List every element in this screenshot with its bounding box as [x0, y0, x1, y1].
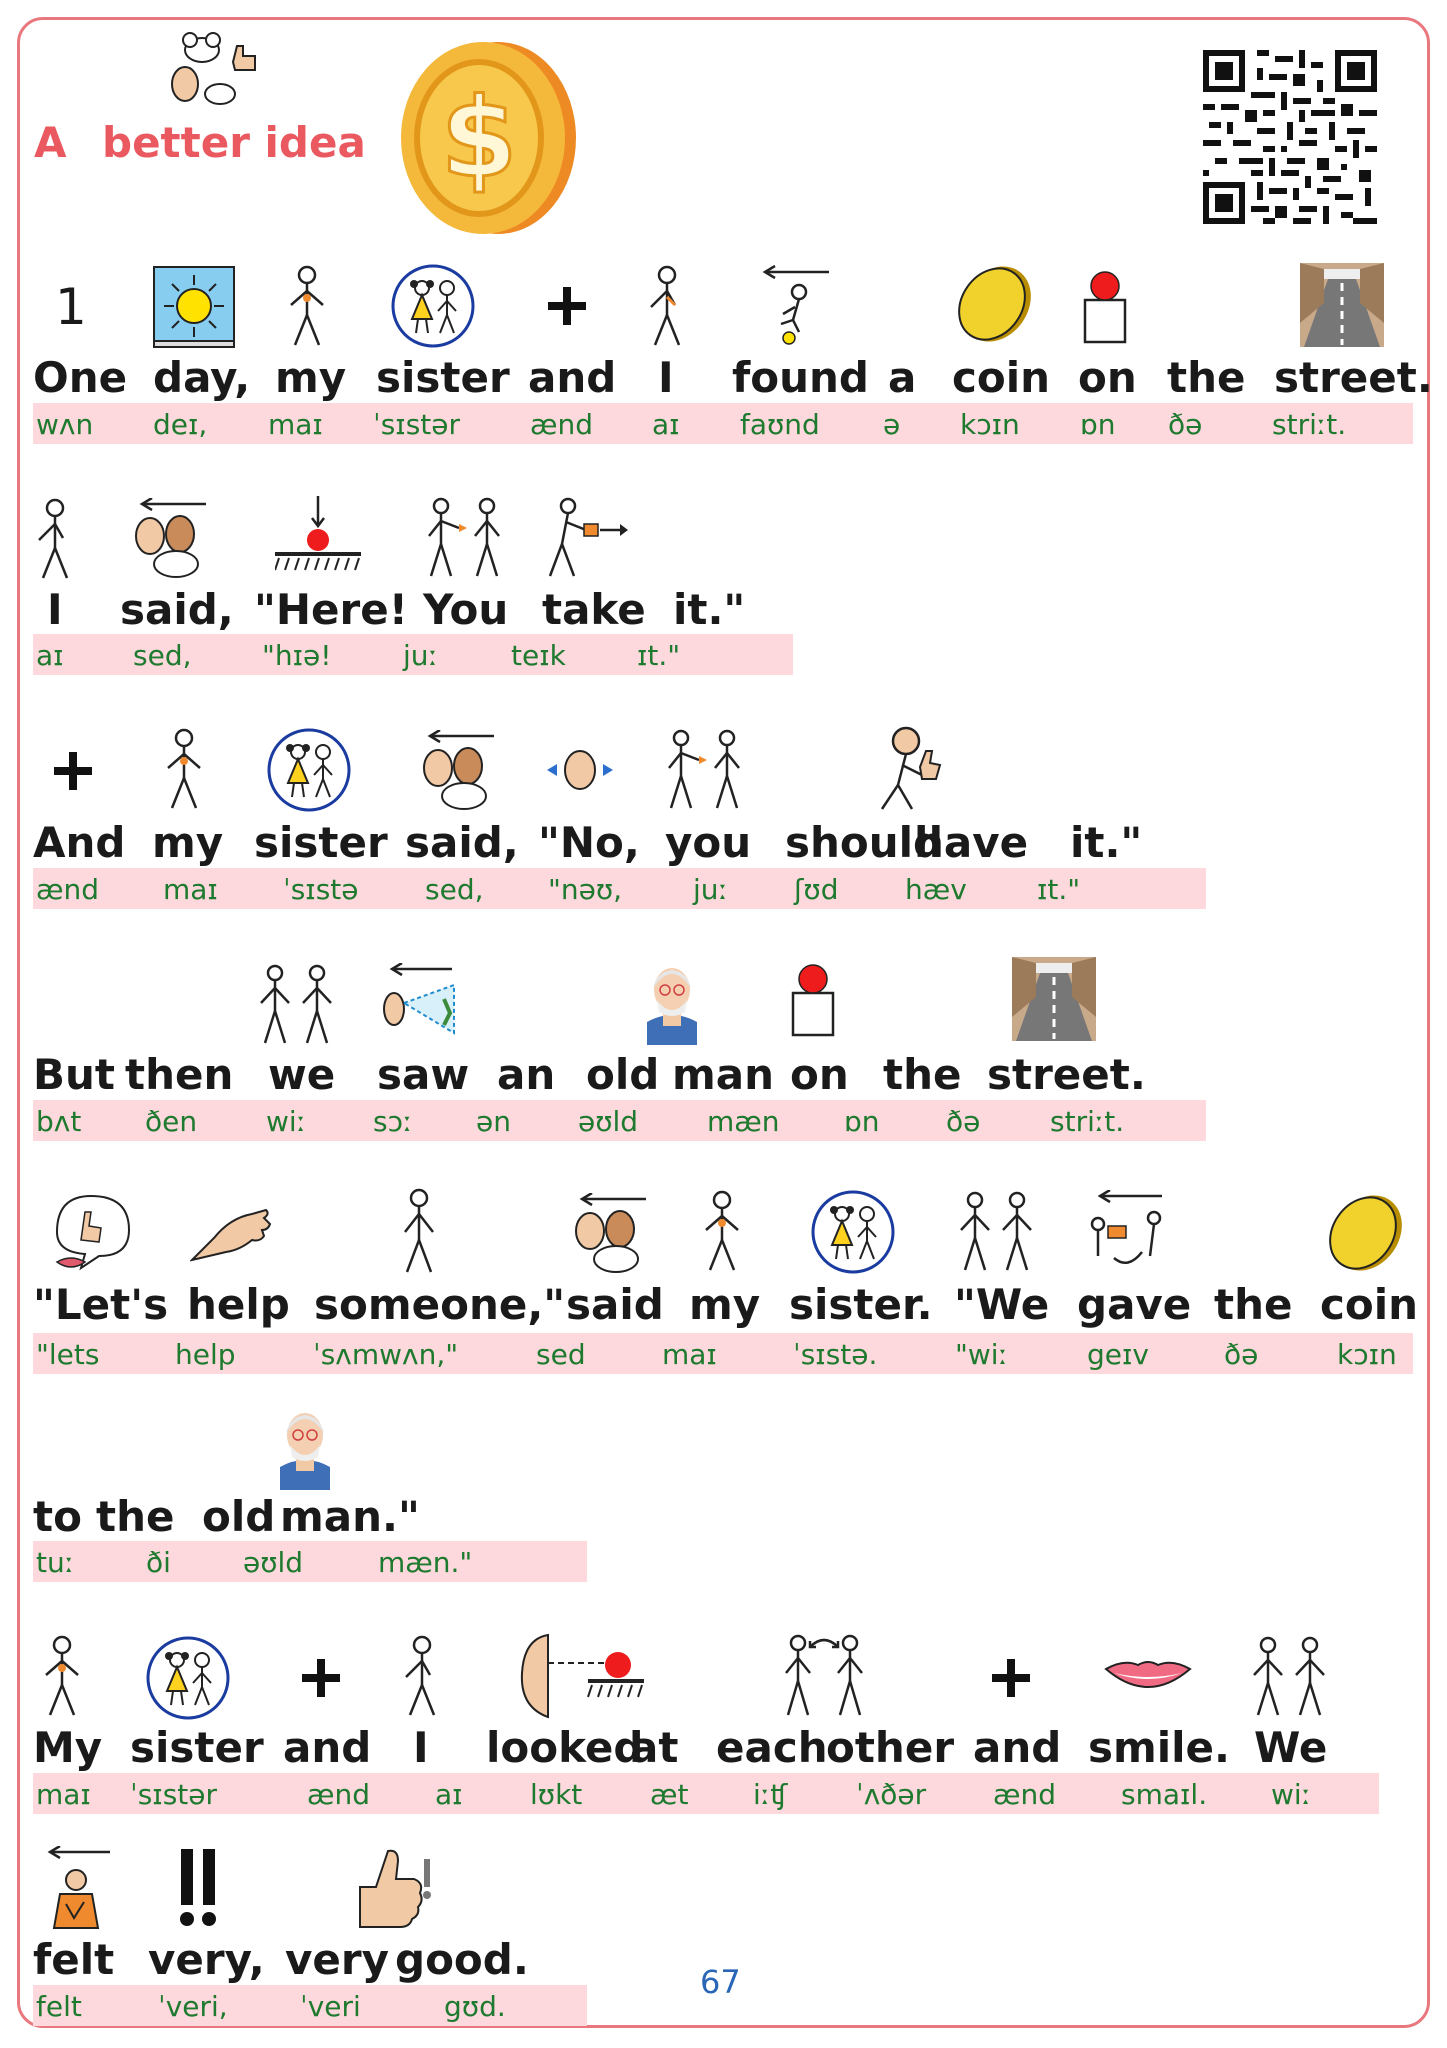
said-icon	[570, 1193, 648, 1275]
word: I	[47, 585, 63, 634]
ipa-text: aɪ	[36, 639, 64, 672]
ipa-text: teɪk	[511, 639, 566, 672]
ipa-text: ænd	[993, 1778, 1057, 1811]
word: take	[542, 585, 646, 634]
street-icon	[1300, 263, 1384, 347]
ipa-text: aɪ	[652, 408, 680, 441]
word: we	[268, 1050, 336, 1099]
ipa-text: "hɪə!	[262, 639, 332, 672]
ipa-text: ænd	[36, 873, 100, 906]
word: I	[658, 353, 674, 402]
word: street.	[1274, 353, 1433, 402]
word: on	[1078, 353, 1137, 402]
ipa-text: maɪ	[163, 873, 218, 906]
on-icon	[1082, 270, 1128, 346]
sun-icon	[152, 265, 236, 349]
ipa-text: bʌt	[36, 1105, 82, 1138]
gold-coin-dollar-icon	[383, 38, 583, 238]
ipa-text: ˈsɪstər	[373, 408, 460, 441]
take-icon	[548, 496, 628, 581]
ipa-text: əʊld	[243, 1546, 304, 1579]
ipa-text: ə	[883, 408, 901, 441]
ipa-text: ən	[476, 1105, 511, 1138]
you-icon	[665, 728, 745, 813]
old-man-icon	[270, 1405, 340, 1490]
ipa-text: ɒn	[844, 1105, 880, 1138]
ipa-text: kɔɪn	[1337, 1338, 1397, 1371]
svg-text:$: $	[440, 74, 518, 202]
page-number: 67	[700, 1963, 741, 2001]
word: my	[689, 1280, 761, 1329]
on-icon	[790, 963, 836, 1039]
ipa-text: felt	[36, 1990, 82, 2023]
person-my-icon	[700, 1190, 744, 1275]
word: old	[202, 1492, 276, 1541]
word: My	[33, 1723, 103, 1772]
ipa-text: ˈveri	[300, 1990, 361, 2023]
ipa-text: ˈsɪstə.	[793, 1338, 878, 1371]
coin-icon	[1325, 1192, 1405, 1274]
ipa-bar	[33, 1333, 1413, 1374]
word: and	[973, 1723, 1062, 1772]
word: the	[96, 1492, 175, 1541]
ipa-text: tuː	[36, 1546, 75, 1579]
plus-icon	[546, 285, 588, 327]
word: my	[152, 818, 224, 867]
word: sister	[376, 353, 510, 402]
ipa-text: sed,	[133, 639, 192, 672]
ipa-text: ˈsʌmwʌn,"	[313, 1338, 459, 1371]
ipa-text: əʊld	[578, 1105, 639, 1138]
word: I	[413, 1723, 429, 1772]
here-icon	[275, 496, 361, 578]
word: saw	[377, 1050, 470, 1099]
we-icon	[1248, 1635, 1332, 1720]
ipa-text: sɔː	[373, 1105, 413, 1138]
ipa-text: maɪ	[36, 1778, 91, 1811]
word: gave	[1077, 1280, 1192, 1329]
word: coin	[1320, 1280, 1419, 1329]
ipa-text: ðə	[946, 1105, 981, 1138]
word: should	[785, 818, 944, 867]
word: on	[790, 1050, 849, 1099]
ipa-text: ˈsɪstər	[130, 1778, 217, 1811]
ipa-bar	[33, 1541, 587, 1582]
saw-icon	[380, 963, 462, 1035]
no-icon	[545, 745, 615, 795]
ipa-text: ɪt."	[637, 639, 681, 672]
sister-icon	[145, 1635, 231, 1721]
word: sister.	[789, 1280, 933, 1329]
plus-icon	[300, 1657, 342, 1699]
coin-icon	[954, 263, 1034, 345]
ipa-text: hæv	[905, 873, 967, 906]
ipa-text: "nəʊ,	[548, 873, 623, 906]
ipa-text: kɔɪn	[960, 408, 1020, 441]
word: you	[665, 818, 752, 867]
ipa-text: ðen	[145, 1105, 198, 1138]
ipa-text: faʊnd	[740, 408, 820, 441]
ipa-text: ðə	[1224, 1338, 1259, 1371]
word: an	[497, 1050, 556, 1099]
word: the	[883, 1050, 962, 1099]
ipa-text: mæn."	[378, 1546, 473, 1579]
ipa-text: maɪ	[268, 408, 323, 441]
word: said,	[405, 818, 519, 867]
ipa-text: ænd	[307, 1778, 371, 1811]
lets-icon	[47, 1192, 135, 1274]
word: looked	[486, 1723, 644, 1772]
ipa-text: striːt.	[1050, 1105, 1125, 1138]
ipa-text: æt	[650, 1778, 689, 1811]
old-man-icon	[637, 960, 707, 1045]
word: man."	[280, 1492, 420, 1541]
qr-code-icon	[1203, 50, 1377, 224]
sister-icon	[266, 727, 352, 813]
word: found	[732, 353, 869, 402]
person-i-icon	[400, 1635, 444, 1720]
ipa-text: help	[175, 1338, 236, 1371]
word: my	[275, 353, 347, 402]
ipa-text: striːt.	[1272, 408, 1347, 441]
ipa-text: ɒn	[1080, 408, 1116, 441]
word: said,	[120, 585, 234, 634]
word: said	[566, 1280, 664, 1329]
word: You	[423, 585, 509, 634]
word: And	[33, 818, 126, 867]
word: good.	[395, 1935, 529, 1984]
should-icon	[868, 725, 948, 813]
word: But	[33, 1050, 115, 1099]
person-i-icon	[645, 265, 689, 350]
ipa-text: maɪ	[662, 1338, 717, 1371]
word: then	[125, 1050, 234, 1099]
word: man	[672, 1050, 775, 1099]
word: coin	[952, 353, 1051, 402]
ipa-bar	[33, 403, 1413, 444]
ipa-text: juː	[403, 639, 438, 672]
person-my-icon	[162, 728, 206, 813]
ipa-text: gʊd.	[444, 1990, 506, 2023]
word: have	[914, 818, 1029, 867]
ipa-text: juː	[693, 873, 728, 906]
ipa-text: ði	[146, 1546, 171, 1579]
looked-at-icon	[518, 1633, 646, 1719]
ipa-text: lʊkt	[530, 1778, 583, 1811]
word: "We	[954, 1280, 1050, 1329]
plus-icon	[52, 750, 94, 792]
ipa-text: sed	[536, 1338, 586, 1371]
word: and	[528, 353, 617, 402]
person-my-icon	[285, 265, 329, 350]
word: sister	[254, 818, 388, 867]
word: someone,"	[314, 1280, 566, 1329]
sister-icon	[390, 263, 476, 349]
word: smile.	[1088, 1723, 1230, 1772]
word: very	[285, 1935, 389, 1984]
someone-icon	[397, 1188, 441, 1276]
ipa-text: ʃʊd	[794, 873, 839, 906]
we-icon	[955, 1190, 1039, 1275]
word: "Let's	[33, 1280, 169, 1329]
title-word-a: A	[34, 118, 67, 167]
ipa-text: iːʧ	[753, 1778, 788, 1811]
said-icon	[130, 498, 208, 580]
word: help	[187, 1280, 290, 1329]
person-i-icon	[33, 498, 77, 583]
ipa-text: deɪ,	[153, 408, 208, 441]
ipa-text: ˈsɪstə	[283, 873, 359, 906]
ipa-text: "wiː	[955, 1338, 1008, 1371]
sister-icon	[810, 1189, 896, 1275]
word: to	[33, 1492, 82, 1541]
help-icon	[190, 1202, 272, 1264]
you-icon	[425, 496, 505, 581]
ipa-text: "lets	[36, 1338, 100, 1371]
ipa-text: ˈʌðər	[856, 1778, 927, 1811]
word: old	[586, 1050, 660, 1099]
word: it."	[1070, 818, 1143, 867]
word: very,	[148, 1935, 265, 1984]
ipa-text: ɪt."	[1037, 873, 1081, 906]
plus-icon	[990, 1657, 1032, 1699]
smile-icon	[1102, 1655, 1194, 1701]
ipa-text: smaɪl.	[1121, 1778, 1208, 1811]
word: and	[283, 1723, 372, 1772]
said-icon	[418, 730, 496, 812]
word: felt	[33, 1935, 115, 1984]
word: street.	[987, 1050, 1146, 1099]
ipa-text: wiː	[1271, 1778, 1312, 1811]
word: the	[1167, 353, 1246, 402]
ipa-text: mæn	[707, 1105, 780, 1138]
ipa-text: ænd	[530, 408, 594, 441]
very-good-icon	[350, 1845, 436, 1929]
thinking-people-icon	[165, 32, 260, 112]
word: "Here!	[254, 585, 408, 634]
word: "No,	[538, 818, 640, 867]
item-number: 1	[55, 278, 87, 336]
we-icon	[255, 963, 339, 1048]
ipa-text: aɪ	[435, 1778, 463, 1811]
title-better-idea: better idea	[102, 118, 366, 167]
ipa-text: geɪv	[1087, 1338, 1149, 1371]
word: sister	[130, 1723, 264, 1772]
word: One	[33, 353, 128, 402]
found-icon	[755, 262, 835, 347]
person-my-icon	[40, 1635, 84, 1720]
word: at	[630, 1723, 679, 1772]
word: each	[716, 1723, 828, 1772]
word: We	[1254, 1723, 1328, 1772]
word: the	[1214, 1280, 1293, 1329]
ipa-text: wiː	[266, 1105, 307, 1138]
each-other-icon	[780, 1633, 870, 1719]
ipa-text: wʌn	[36, 408, 94, 441]
street-icon	[1012, 957, 1096, 1041]
word: other	[826, 1723, 955, 1772]
ipa-text: ˈveri,	[158, 1990, 228, 2023]
word: day,	[153, 353, 251, 402]
ipa-text: ðə	[1168, 408, 1203, 441]
gave-icon	[1088, 1190, 1168, 1272]
very-icon	[175, 1847, 223, 1929]
word: it."	[673, 585, 746, 634]
ipa-text: sed,	[425, 873, 484, 906]
word: a	[888, 353, 917, 402]
felt-icon	[40, 1846, 112, 1930]
